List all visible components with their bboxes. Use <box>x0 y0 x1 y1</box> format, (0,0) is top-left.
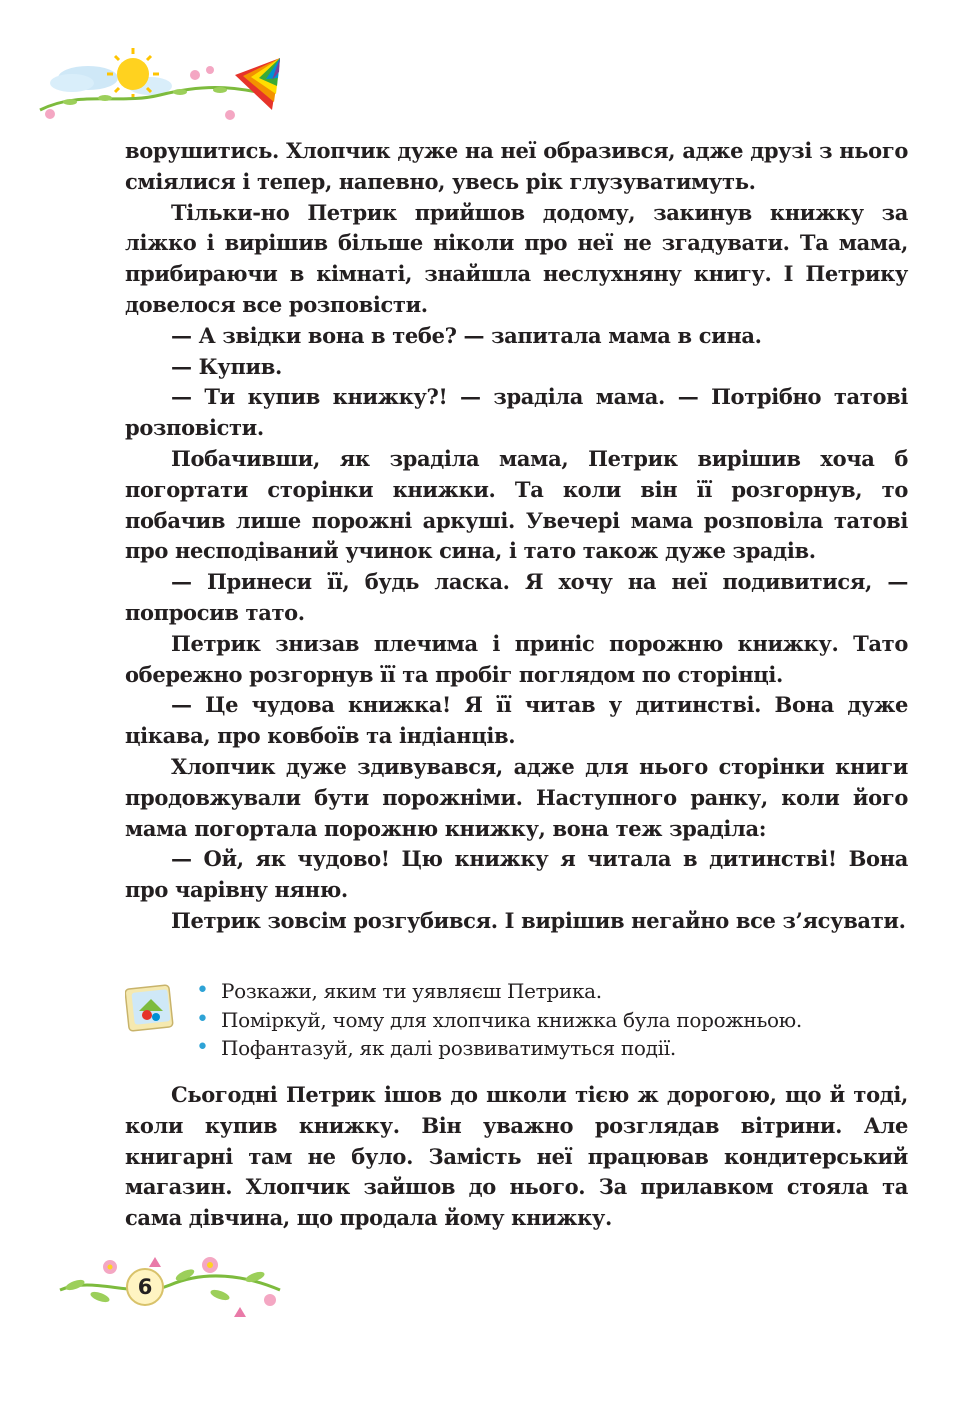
dialogue-line: — Ой, як чудово! Цю книжку я читала в дитинстві! Вона про чарівну няню. <box>125 846 908 903</box>
dialogue-line: — Це чудова книжка! Я її читав у дитинстві. Вона дуже цікава, про ковбоїв та індіанців. <box>125 692 908 749</box>
task-list <box>193 977 802 1063</box>
task-picture-icon <box>125 981 177 1033</box>
kite-icon <box>235 58 280 110</box>
dialogue-line: — Купив. <box>171 353 282 379</box>
tasks-section <box>125 977 908 1072</box>
main-text-top <box>125 136 908 937</box>
list-item <box>193 977 802 1006</box>
dialogue-line: — А звідки вона в тебе? — запитала мама в сина. <box>171 322 762 348</box>
main-text-bottom <box>125 1080 908 1234</box>
dialogue-line: — Принеси її, будь ласка. Я хочу на неї подивитися, — попросив тато. <box>125 569 908 625</box>
bullet-icon: • <box>196 1006 209 1032</box>
page-number: 6 <box>126 1268 164 1306</box>
header-ornament-sun-kite <box>30 40 290 135</box>
paragraph: Тільки-но Петрик прийшов додому, закинув книжку за ліжко і вирішив більше ніколи про неї не згадувати. Та мама, прибираючи в кімнаті, знайшла неслухняну книгу. І Петрику довелося все розповісти. <box>125 199 908 317</box>
list-item <box>193 1006 802 1035</box>
paragraph: Хлопчик дуже здивувався, адже для нього сторінки книги продовжували бути порожніми. Наступного ранку, коли його мама погортала порожню книжку, вона теж зраділа: <box>125 753 908 841</box>
paragraph: ворушитись. Хлопчик дуже на неї образився, адже друзі з нього сміялися і тепер, напевно, увесь рік глузуватимуть. <box>125 138 908 194</box>
paragraph: Петрик зовсім розгубився. І вирішив негайно все з’ясувати. <box>171 907 906 933</box>
task-text: Пофантазуй, як далі розвиватимуться події. <box>221 1036 676 1060</box>
task-text: Розкажи, яким ти уявляєш Петрика. <box>221 979 602 1003</box>
task-text: Поміркуй, чому для хлопчика книжка була порожньою. <box>221 1007 802 1032</box>
bullet-icon: • <box>196 978 209 1003</box>
paragraph: Сьогодні Петрик ішов до школи тією ж дорогою, що й тоді, коли купив книжку. Він уважно розглядав вітрини. Але книгарні там не було. Замість неї працював кондитерський магазин. Хлопчик зайшов до нього. За прилавком стояла та сама дівчина, що продала йому книжку. <box>125 1082 908 1231</box>
paragraph: Побачивши, як зраділа мама, Петрик вирішив хоча б погортати сторінки книжки. Та коли він її розгорнув, то побачив лише порожні аркуші. Увечері мама розповіла татові про несподіваний учинок сина, і тато також дуже зрадів. <box>125 445 908 564</box>
bullet-icon: • <box>196 1035 209 1060</box>
list-item <box>193 1034 802 1063</box>
footer-ornament-flowers <box>55 1245 285 1320</box>
dialogue-line: — Ти купив книжку?! — зраділа мама. — Потрібно татові розповісти. <box>125 384 908 441</box>
paragraph: Петрик знизав плечима і приніс порожню книжку. Тато обережно розгорнув її та пробіг поглядом по сторінці. <box>125 630 908 687</box>
